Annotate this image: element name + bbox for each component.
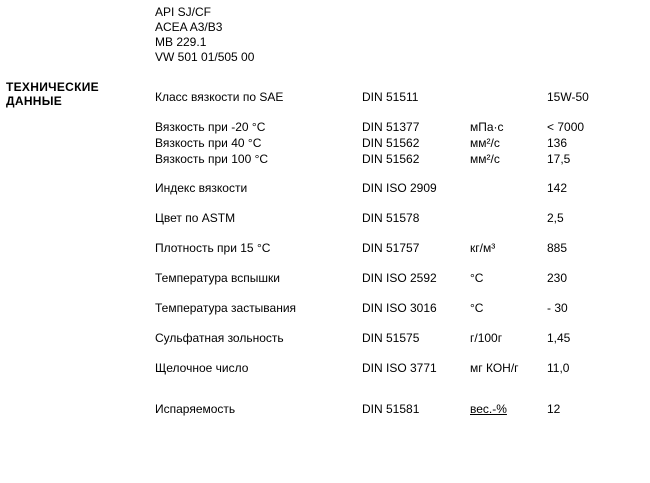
- spec-standard: DIN 51562: [362, 152, 420, 166]
- spec-value: 15W-50: [547, 90, 589, 104]
- row-spacer: [155, 107, 637, 120]
- row-spacer: [155, 288, 637, 301]
- spec-standard: DIN 51562: [362, 136, 420, 150]
- spec-name: Индекс вязкости: [155, 181, 248, 195]
- spec-unit: вес.-%: [470, 402, 507, 416]
- row-spacer: [155, 168, 637, 181]
- table-row: [155, 211, 637, 228]
- spec-name: Класс вязкости по SAE: [155, 90, 284, 104]
- spec-name: Плотность при 15 °С: [155, 241, 271, 255]
- section-title-line2: ДАННЫЕ: [6, 94, 63, 108]
- table-row: [155, 90, 637, 107]
- spec-name: Цвет по ASTM: [155, 211, 236, 225]
- row-spacer: [155, 318, 637, 331]
- spec-name: Вязкость при 100 °С: [155, 152, 269, 166]
- table-row: [155, 120, 637, 136]
- spec-value: - 30: [547, 301, 568, 315]
- table-row: [155, 152, 637, 168]
- spec-standard: DIN ISO 3771: [362, 361, 437, 375]
- table-row: [155, 181, 637, 198]
- technical-data-table: [155, 90, 637, 419]
- spec-unit: мм²/с: [470, 152, 500, 166]
- row-spacer: [155, 378, 637, 402]
- spec-unit: мг КОН/г: [470, 361, 519, 375]
- spec-unit: [470, 181, 547, 198]
- section-title-line1: ТЕХНИЧЕСКИЕ: [6, 80, 99, 94]
- spec-unit: °С: [470, 271, 484, 285]
- spec-value: 2,5: [547, 211, 564, 225]
- table-row: [155, 271, 637, 288]
- table-row: [155, 241, 637, 258]
- spec-name: Вязкость при -20 °С: [155, 120, 266, 134]
- standard-item: VW 501 01/505 00: [155, 50, 255, 64]
- spec-standard: DIN 51377: [362, 120, 420, 134]
- row-spacer: [155, 258, 637, 271]
- table-row: [155, 361, 637, 378]
- spec-name: Испаряемость: [155, 402, 236, 416]
- spec-name: Температура вспышки: [155, 271, 280, 285]
- spec-value: 142: [547, 181, 568, 195]
- table-row: [155, 331, 637, 348]
- spec-standard: DIN 51581: [362, 402, 420, 416]
- spec-value: 17,5: [547, 152, 571, 166]
- spec-standard: DIN 51575: [362, 331, 420, 345]
- spec-standard: DIN 51578: [362, 211, 420, 225]
- spec-standard: DIN 51511: [362, 90, 419, 104]
- spec-unit: г/100г: [470, 331, 503, 345]
- spec-standard: DIN 51757: [362, 241, 420, 255]
- row-spacer: [155, 228, 637, 241]
- spec-value: 11,0: [547, 361, 570, 375]
- spec-unit: [470, 211, 547, 228]
- spec-standard: DIN ISO 2592: [362, 271, 437, 285]
- spec-value: 1,45: [547, 331, 571, 345]
- spec-name: Температура застывания: [155, 301, 297, 315]
- table-row: [155, 301, 637, 318]
- spec-value: 12: [547, 402, 561, 416]
- spec-unit: кг/м³: [470, 241, 496, 255]
- spec-unit: [470, 90, 547, 107]
- spec-name: Сульфатная зольность: [155, 331, 284, 345]
- row-spacer: [155, 198, 637, 211]
- table-row: [155, 402, 637, 419]
- standard-item: MB 229.1: [155, 35, 207, 49]
- table-row: [155, 136, 637, 152]
- spec-standard: DIN ISO 2909: [362, 181, 437, 195]
- spec-value: < 7000: [547, 120, 585, 134]
- standard-item: API SJ/CF: [155, 5, 212, 19]
- row-spacer: [155, 348, 637, 361]
- spec-unit: мПа·с: [470, 120, 504, 134]
- standards-list: [155, 5, 254, 65]
- spec-value: 136: [547, 136, 568, 150]
- spec-value: 230: [547, 271, 568, 285]
- section-title: [6, 80, 146, 108]
- spec-name: Вязкость при 40 °С: [155, 136, 262, 150]
- spec-standard: DIN ISO 3016: [362, 301, 437, 315]
- spec-unit: мм²/с: [470, 136, 500, 150]
- spec-value: 885: [547, 241, 568, 255]
- standard-item: ACEA A3/B3: [155, 20, 223, 34]
- spec-unit: °С: [470, 301, 484, 315]
- spec-name: Щелочное число: [155, 361, 249, 375]
